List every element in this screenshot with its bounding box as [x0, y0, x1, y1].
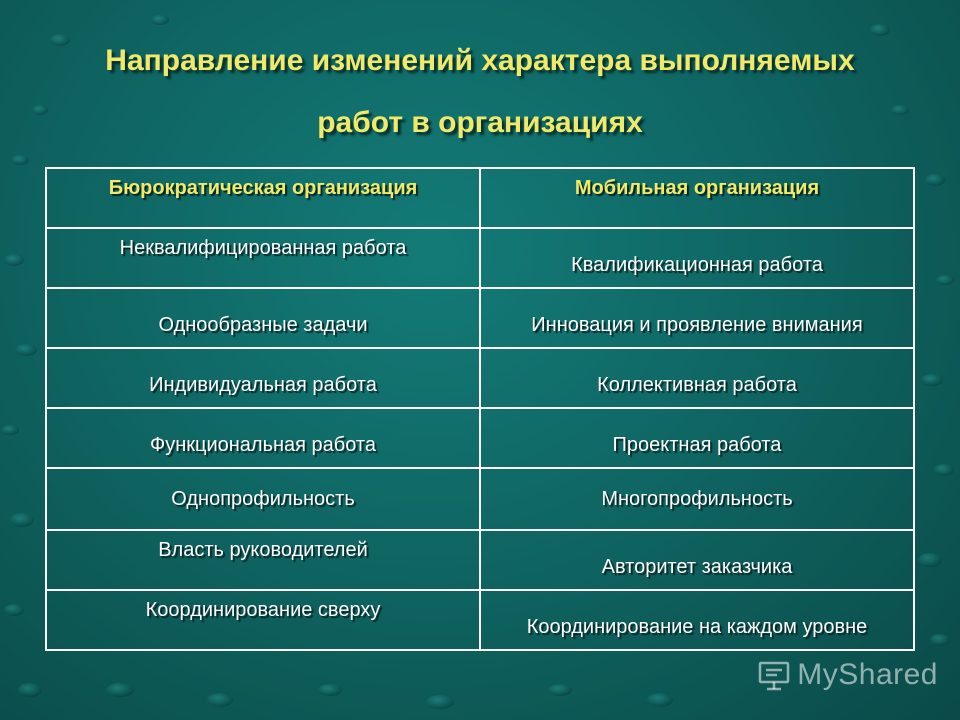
table-cell-left: Неквалифицированная работа [46, 228, 480, 288]
table-row [46, 468, 914, 530]
watermark-logo [757, 658, 938, 692]
table-cell-left: Однопрофильность [46, 468, 480, 530]
table-row [46, 530, 914, 590]
slide-title [40, 30, 920, 154]
table-cell-right: Коллективная работа [480, 348, 914, 408]
header-bureaucratic: Бюрократическая организация [46, 168, 480, 228]
table-cell-right: Проектная работа [480, 408, 914, 468]
presentation-board-icon [757, 658, 791, 692]
table-row [46, 590, 914, 650]
table-row [46, 288, 914, 348]
table-cell-right: Квалификационная работа [480, 228, 914, 288]
table-row [46, 228, 914, 288]
table-cell-left: Власть руководителей [46, 530, 480, 590]
table-cell-left: Координирование сверху [46, 590, 480, 650]
table-header-row [46, 168, 914, 228]
table-row [46, 348, 914, 408]
table-cell-right: Многопрофильность [480, 468, 914, 530]
table-cell-right: Координирование на каждом уровне [480, 590, 914, 650]
table-cell-left: Индивидуальная работа [46, 348, 480, 408]
header-mobile: Мобильная организация [480, 168, 914, 228]
table-cell-right: Авторитет заказчика [480, 530, 914, 590]
table-cell-right: Инновация и проявление внимания [480, 288, 914, 348]
comparison-table [45, 167, 915, 651]
table-cell-left: Функциональная работа [46, 408, 480, 468]
slide-title-line-2: работ в организациях [317, 106, 643, 139]
table-cell-left: Однообразные задачи [46, 288, 480, 348]
table-row [46, 408, 914, 468]
watermark-text: MyShared [797, 658, 938, 691]
slide-title-line-1: Направление изменений характера выполняемых [105, 44, 855, 77]
